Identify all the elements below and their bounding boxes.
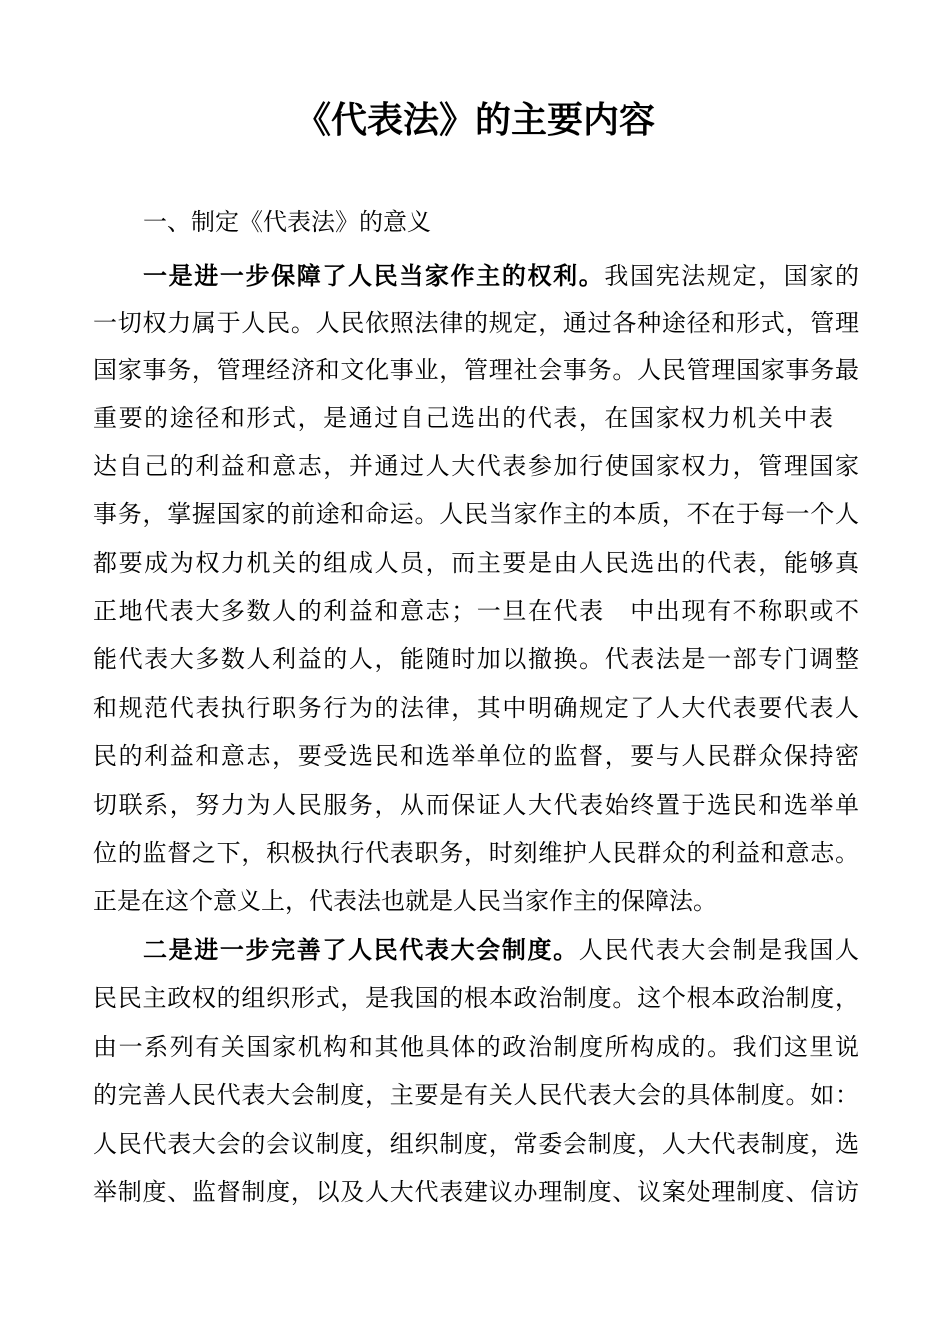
paragraph-line: 民民主政权的组织形式，是我国的根本政治制度。这个根本政治制度， bbox=[93, 984, 859, 1012]
document-title: 《代表法》的主要内容 bbox=[294, 99, 655, 141]
paragraph-line: 正地代表大多数人的利益和意志；一旦在代表 中出现有不称职或不 bbox=[93, 597, 859, 625]
paragraph-text: 人民代表大会制是我国人 bbox=[578, 936, 859, 964]
paragraph-lead: 一是进一步保障了人民当家作主的权利。 bbox=[143, 262, 605, 290]
paragraph-line: 国家事务，管理经济和文化事业，管理社会事务。人民管理国家事务最 bbox=[93, 356, 859, 384]
paragraph-line: 由一系列有关国家机构和其他具体的政治制度所构成的。我们这里说 bbox=[93, 1033, 859, 1061]
paragraph-line: 重要的途径和形式，是通过自己选出的代表，在国家权力机关中表 bbox=[93, 404, 833, 432]
paragraph-line: 正是在这个意义上，代表法也就是人民当家作主的保障法。 bbox=[93, 887, 717, 915]
section-heading: 一、制定《代表法》的意义 bbox=[143, 208, 431, 236]
paragraph-line: 的完善人民代表大会制度，主要是有关人民代表大会的具体制度。如： bbox=[93, 1081, 859, 1109]
paragraph-line: 达自己的利益和意志，并通过人大代表参加行使国家权力，管理国家 bbox=[93, 452, 859, 480]
paragraph-text: 我国宪法规定，国家的 bbox=[604, 262, 860, 290]
paragraph-line: 民的利益和意志，要受选民和选举单位的监督，要与人民群众保持密 bbox=[93, 742, 859, 770]
paragraph-line: 一切权力属于人民。人民依照法律的规定，通过各种途径和形式，管理 bbox=[93, 309, 859, 337]
paragraph-lead: 二是进一步完善了人民代表大会制度。 bbox=[143, 936, 579, 964]
paragraph-line: 能代表大多数人利益的人，能随时加以撤换。代表法是一部专门调整 bbox=[93, 645, 859, 673]
paragraph-line: 位的监督之下，积极执行代表职务，时刻维护人民群众的利益和意志。 bbox=[93, 839, 859, 867]
paragraph-line bbox=[143, 258, 859, 294]
paragraph-line: 切联系，努力为人民服务，从而保证人大代表始终置于选民和选举单 bbox=[93, 791, 859, 819]
paragraph-line: 举制度、监督制度，以及人大代表建议办理制度、议案处理制度、信访 bbox=[93, 1178, 859, 1206]
paragraph-line: 和规范代表执行职务行为的法律，其中明确规定了人大代表要代表人 bbox=[93, 694, 859, 722]
paragraph-line: 都要成为权力机关的组成人员，而主要是由人民选出的代表，能够真 bbox=[93, 549, 859, 577]
paragraph-line: 人民代表大会的会议制度，组织制度，常委会制度，人大代表制度，选 bbox=[93, 1130, 859, 1158]
paragraph-line: 事务，掌握国家的前途和命运。人民当家作主的本质，不在于每一个人 bbox=[93, 500, 859, 528]
paragraph-line bbox=[143, 932, 859, 968]
